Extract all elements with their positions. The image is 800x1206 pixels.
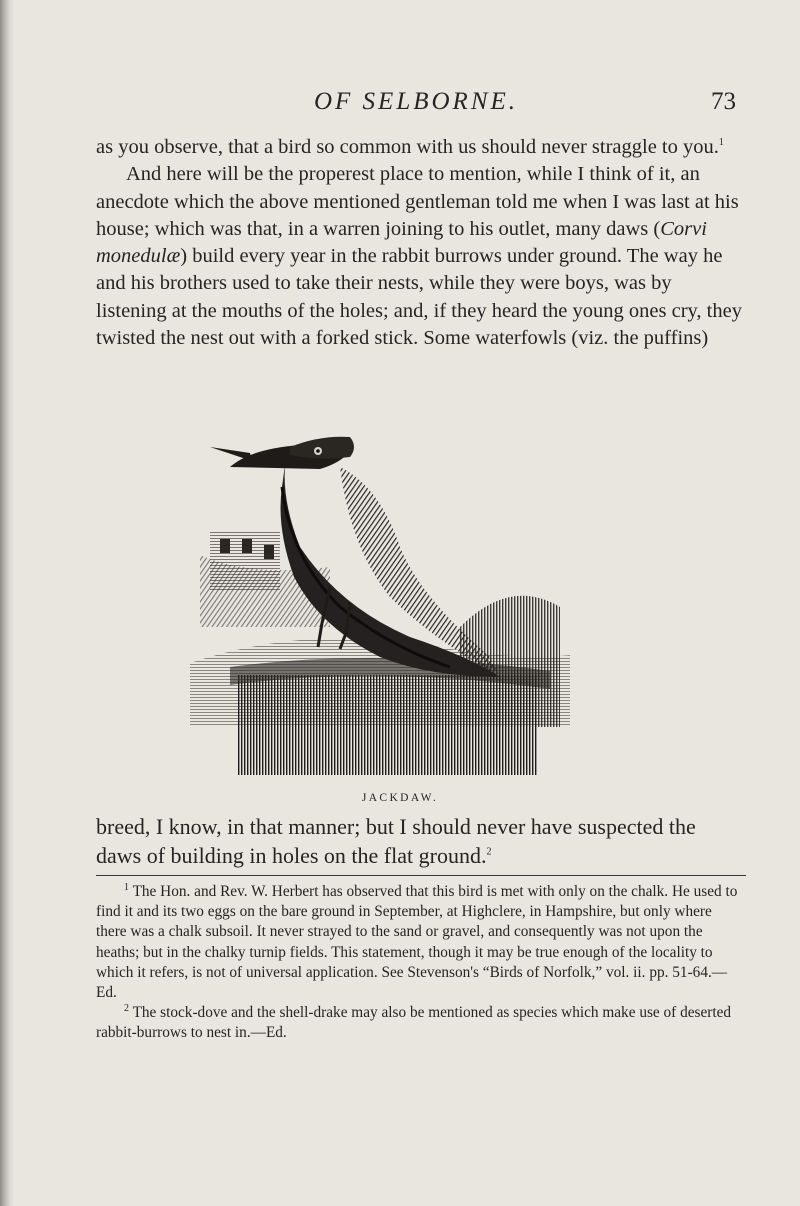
footnotes [96, 882, 746, 1044]
footnote-ref-2: 2 [486, 846, 492, 858]
continuation-text [96, 812, 746, 870]
footnote-1-marker: 1 [124, 881, 129, 893]
paragraph-2-text: And here will be the properest place to mention, while I think of it, an anecdote which the above mentioned gentleman told me when I was last at his house; which was that, in a warren joining to his outlet, many daws ( [96, 163, 739, 240]
footnote-rule [96, 875, 746, 876]
jackdaw-engraving-image [190, 427, 570, 779]
footnote-1-text: The Hon. and Rev. W. Herbert has observed that this bird is met with only on the chalk. He used to find it and its two eggs on the bare ground in September, at Highclere, in Hampshire, but only where there was a chalk subsoil. It never strayed to the sand or gravel, and consequently was not upon the heaths; but in the chalky turnip fields. This statement, though it may be true enough of the locality to which it refers, is not of universal application. See Stevenson's “Birds of Norfolk,” vol. ii. pp. 51-64.—Ed. [96, 883, 738, 1002]
footnote-1 [96, 882, 746, 1003]
jackdaw-illustration [190, 427, 570, 779]
paragraph-1 [96, 134, 746, 161]
figure-caption: JACKDAW. [361, 792, 439, 804]
footnote-ref-1: 1 [718, 137, 724, 149]
running-head: OF SELBORNE. [313, 88, 519, 115]
continuation-sentence: breed, I know, in that manner; but I should never have suspected the daws of building in holes on the flat ground. [96, 814, 696, 868]
book-spine-shadow [0, 0, 14, 1206]
paragraph-2-rest: ) build every year in the rabbit burrows under ground. The way he and his brothers used to take their nests, while they were boys, was by listening at the mouths of the holes; and, if they heard the young ones cry, they twisted the nest out with a forked stick. Some waterfowls (viz. the puffins) [96, 245, 742, 350]
latin-name: Corvi monedulæ [96, 217, 707, 268]
body-text [96, 134, 746, 352]
footnote-2-text: The stock-dove and the shell-drake may also be mentioned as species which make use of deserted rabbit-burrows to nest in.—Ed. [96, 1004, 732, 1042]
footnote-2 [96, 1003, 746, 1043]
page-header [96, 88, 736, 122]
paragraph-1-text: as you observe, that a bird so common with us should never straggle to you. [96, 136, 719, 158]
paragraph-2 [96, 161, 746, 352]
footnote-2-marker: 2 [124, 1003, 129, 1015]
page-number: 73 [711, 88, 736, 115]
